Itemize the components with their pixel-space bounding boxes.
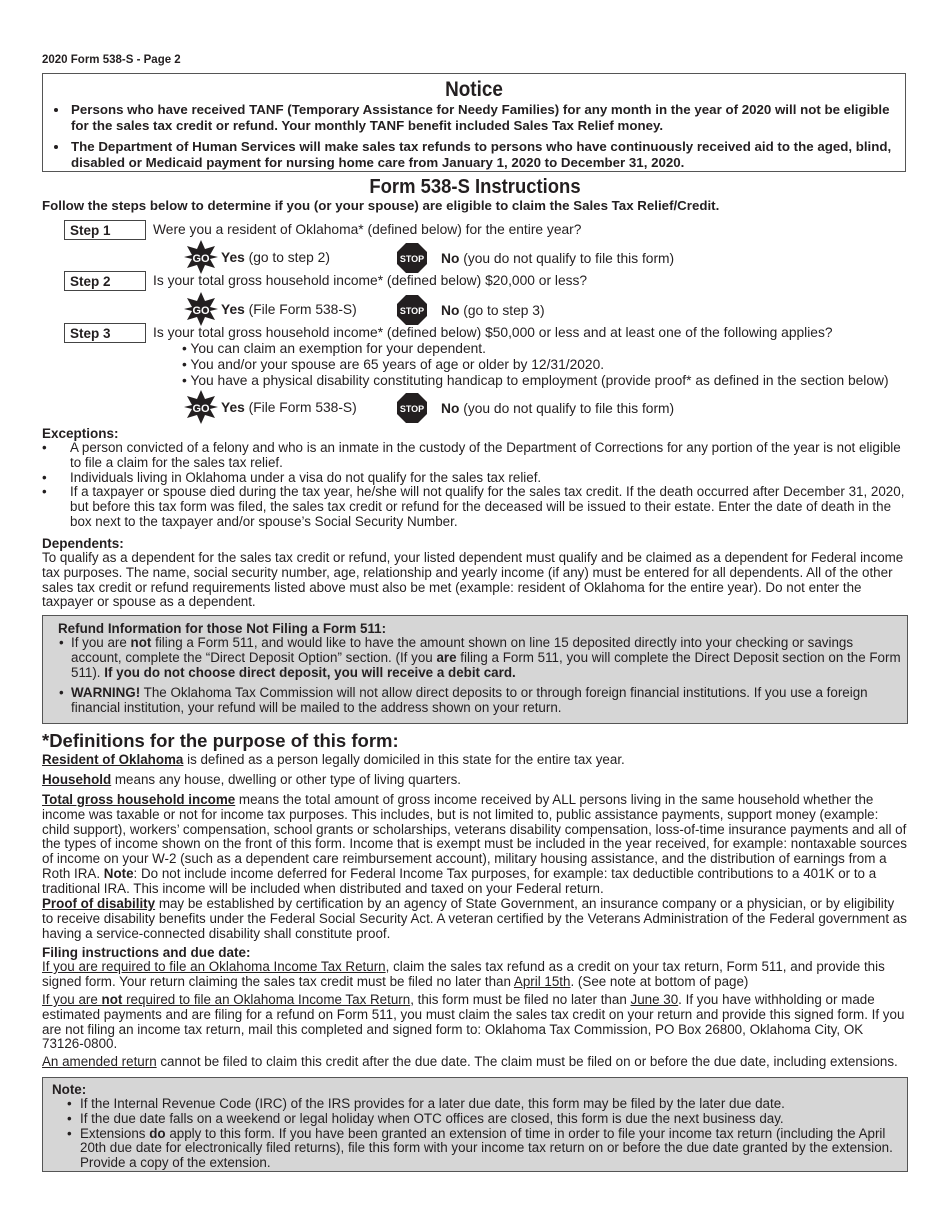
step-2-no: STOP No (go to step 3) [397, 295, 545, 325]
filing-paragraph-3: An amended return cannot be filed to claim this credit after the due date. The claim must be filed on or before the due date, including extensions. [42, 1054, 898, 1069]
step-3-yes: GO Yes (File Form 538-S) [184, 390, 357, 424]
notice-box [42, 73, 906, 172]
step-1-question: Were you a resident of Oklahoma* (defined below) for the entire year? [153, 222, 582, 237]
notice-list [43, 102, 905, 170]
step-3-label: Step 3 [64, 323, 146, 343]
stop-icon [397, 393, 427, 423]
refund-info-box [42, 615, 908, 724]
step-3-bullet: • You and/or your spouse are 65 years of age or older by 12/31/2020. [182, 357, 605, 372]
notice-title: Notice [445, 78, 503, 101]
definition-disability: Proof of disability may be established by certification by an agency of State Government, an insurance company or a physician, or by eligibility to receive disability benefits under the Federal Social Security Act. A veteran certified by the Veterans Administration of the Federal government as having a service-connected disability shall constitute proof. [42, 896, 907, 941]
step-3-no: STOP No (you do not qualify to file this form) [397, 393, 674, 423]
exceptions-heading: Exceptions: [42, 426, 119, 441]
exception-item: • If a taxpayer or spouse died during the tax year, he/she will not qualify for the sales tax credit. If the death occurred after December 31, 2020, but before this tax form was filed, the sales tax credit or refund for the deceased will be issued to their estate. Enter the date of death in the box next to the taxpayer and/or spouse’s Social Security Number. [42, 485, 908, 529]
definitions-title: *Definitions for the purpose of this form: [42, 730, 399, 751]
note-box [42, 1077, 908, 1172]
instructions-title: Form 538-S Instructions [369, 175, 581, 198]
filing-heading: Filing instructions and due date: [42, 945, 251, 960]
go-icon [184, 292, 218, 326]
refund-info-heading: Refund Information for those Not Filing a Form 511: [58, 621, 387, 636]
step-2-yes: GO Yes (File Form 538-S) [184, 292, 357, 326]
stop-icon [397, 243, 427, 273]
step-2-label: Step 2 [64, 271, 146, 291]
note-item: • Extensions do apply to this form. If you have been granted an extension of time in order to file your income tax return (including the April 20th due date for electronically filed returns), file this form with your income tax return on or before the due date granted by the extension. Provide a copy of the extension. [43, 1127, 901, 1171]
svg-text:GO: GO [192, 305, 210, 317]
step-2-question: Is your total gross household income* (defined below) $20,000 or less? [153, 273, 588, 288]
exception-item: • Individuals living in Oklahoma under a visa do not qualify for the sales tax relief. [42, 471, 908, 486]
definition-household: Household means any house, dwelling or other type of living quarters. [42, 772, 462, 787]
step-1-no: STOP No (you do not qualify to file this form) [397, 243, 674, 273]
refund-info-item: • If you are not filing a Form 511, and would like to have the amount shown on line 15 deposited directly into your checking or savings account, complete the “Direct Deposit Option” section. (If you are filing a Form 511, you will complete the Direct Deposit section on the Form 511). If you do not choose direct deposit, you will receive a debit card. [43, 636, 901, 680]
go-icon [184, 390, 218, 424]
step-1-yes: GO Yes (go to step 2) [184, 240, 330, 274]
step-3-bullet: • You have a physical disability constituting handicap to employment (provide proof* as defined in the section below) [182, 373, 889, 388]
stop-icon [397, 295, 427, 325]
step-3-question: Is your total gross household income* (defined below) $50,000 or less and at least one of the following applies? [153, 325, 833, 340]
definition-resident: Resident of Oklahoma is defined as a person legally domiciled in this state for the entire tax year. [42, 752, 625, 767]
dependents-text: To qualify as a dependent for the sales tax credit or refund, your listed dependent must qualify and be claimed as a dependent for Federal income tax purposes. The name, social security number, age, relationship and yearly income (if any) must be entered for all dependents. All of the other sales tax credit or refund requirements listed above must also be met (example: resident of Oklahoma for the entire year). Do not enter the taxpayer or spouse as a dependent. [42, 550, 904, 610]
svg-text:STOP: STOP [399, 404, 425, 414]
notice-item: • Persons who have received TANF (Temporary Assistance for Needy Families) for any month in the year of 2020 will not be eligible for the sales tax credit or refund. Your monthly TANF benefit included Sales Tax Relief money. [69, 102, 905, 133]
exceptions-list [42, 441, 908, 530]
page-header: 2020 Form 538-S - Page 2 [42, 54, 181, 66]
note-heading: Note: [52, 1082, 87, 1097]
filing-paragraph-1: If you are required to file an Oklahoma Income Tax Return, claim the sales tax refund as a credit on your tax return, Form 511, and provide this signed form. Your return claiming the sales tax credit must be filed no later than April 15th. (See note at bottom of page) [42, 959, 885, 989]
refund-info-item: • WARNING! The Oklahoma Tax Commission will not allow direct deposits to or through foreign financial institutions. If you use a foreign financial institution, your refund will be mailed to the address shown on your return. [43, 686, 901, 716]
dependents-heading: Dependents: [42, 536, 124, 551]
step-3-bullet: • You can claim an exemption for your dependent. [182, 341, 486, 356]
svg-text:STOP: STOP [399, 254, 425, 264]
exception-item: • A person convicted of a felony and who is an inmate in the custody of the Department of Corrections for any portion of the year is not eligible to file a claim for the sales tax relief. [42, 441, 908, 471]
go-icon [184, 240, 218, 274]
filing-paragraph-2: If you are not required to file an Oklahoma Income Tax Return, this form must be filed no later than June 30. If you have withholding or made estimated payments and are filing for a refund on Form 511, you must claim the sales tax credit on your return and provide this signed form. If you are not filing an income tax return, mail this completed and signed form to: Oklahoma Tax Commission, PO Box 26800, Oklahoma City, OK 73126-0800. [42, 992, 905, 1052]
svg-text:GO: GO [192, 253, 210, 265]
note-item: • If the Internal Revenue Code (IRC) of the IRS provides for a later due date, this form may be filed by the later due date. [43, 1097, 901, 1112]
definition-income: Total gross household income means the total amount of gross income received by ALL persons living in the same household whether the income was taxable or not for income tax purposes. This includes, but is not limited to, public assistance payments, support money (example: child support), workers’ compensation, school grants or scholarships, veterans disability compensation, loss-of-time insurance payments and all of the types of income shown on the front of this form. Income that is exempt must be included in the year received, for example: nontaxable sources of income on your W-2 (such as a dependent care reimbursement account), military housing assistance, and the distribution of earnings from a Roth IRA. Note: Do not include income deferred for Federal Income Tax purposes, for example: tax deductible contributions to a 401K or to a traditional IRA. This income will be included when distributed and taxed on your Federal return. [42, 792, 907, 896]
notice-item: • The Department of Human Services will make sales tax refunds to persons who have continuously received aid to the aged, blind, disabled or Medicaid payment for nursing home care from January 1, 2020 to December 31, 2020. [69, 139, 905, 170]
note-item: • If the due date falls on a weekend or legal holiday when OTC offices are closed, this form is due the next business day. [43, 1112, 901, 1127]
step-1-label: Step 1 [64, 220, 146, 240]
svg-text:STOP: STOP [399, 306, 425, 316]
svg-text:GO: GO [192, 403, 210, 415]
instructions-intro: Follow the steps below to determine if you (or your spouse) are eligible to claim the Sales Tax Relief/Credit. [42, 198, 720, 213]
